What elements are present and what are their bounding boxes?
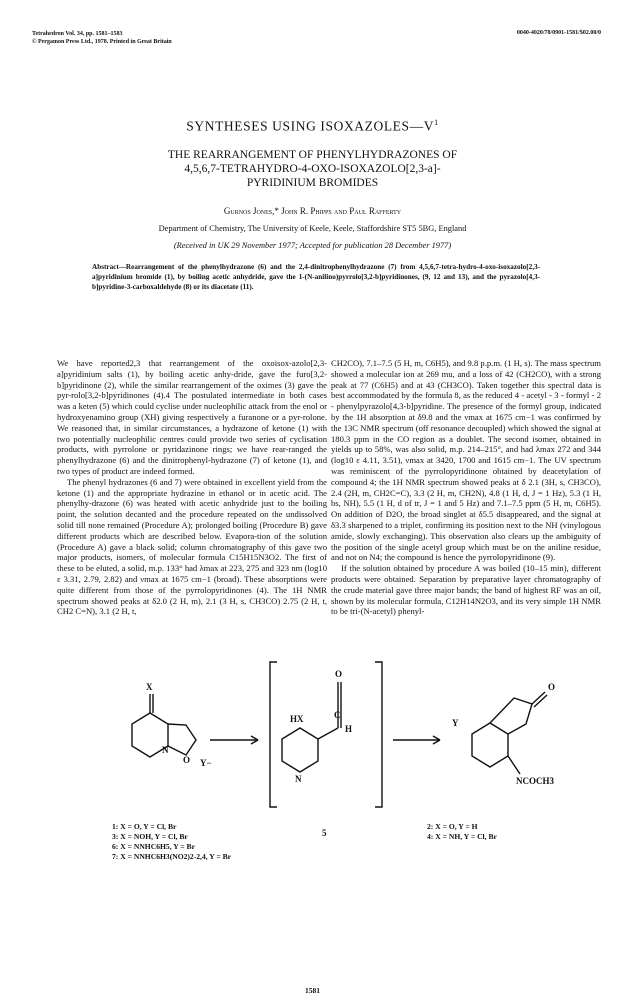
atom-o-mid: O bbox=[335, 669, 343, 679]
series-title bbox=[0, 118, 625, 135]
compound-label: 4: X = NH, Y = Cl, Br bbox=[427, 832, 497, 841]
atom-y-left: Y− bbox=[200, 758, 212, 768]
structure-1-isoxazole bbox=[168, 724, 196, 755]
bracket-left bbox=[270, 662, 277, 807]
title-line-1: THE REARRANGEMENT OF PHENYLHYDRAZONES OF bbox=[167, 149, 458, 161]
atom-x-left: X bbox=[146, 682, 153, 692]
author-1: Gurnos Jones,* bbox=[223, 206, 279, 216]
scheme-structures bbox=[0, 622, 625, 882]
abstract: Abstract—Rearrangement of the phenylhydrazone (6) and the 2,4-dinitrophenylhydrazone (7) from 4,5,6,7-tetra-hydro-4-oxo-isoxazolo[2,3-a]pyridinium bromide (1), by boiling acetic anhydride, gave the 1-(N-anilino)pyrrolo[3,2-b]pyridinones, (9, 12 and 13), and the pyrazolo[4,3-b]pyridine-3-carboxaldehyde (8) or its diacetate (11). bbox=[92, 263, 540, 291]
structure-2-ring bbox=[472, 723, 508, 767]
left-compound-labels bbox=[112, 822, 231, 862]
compound-label: 1: X = O, Y = Cl, Br bbox=[112, 822, 177, 831]
affiliation: Department of Chemistry, The University of Keele, Keele, Staffordshire ST5 5BG, England bbox=[158, 224, 467, 233]
atom-o-right: O bbox=[548, 682, 556, 692]
received-date: (Received in UK 29 November 1977; Accepted for publication 28 December 1977) bbox=[173, 241, 452, 250]
structure-5-ring bbox=[282, 728, 318, 772]
author-3: Paul Rafferty bbox=[349, 206, 402, 216]
paragraph: We have reported2,3 that rearrangement of the oxoisox-azolo[2,3-a]pyridinium salts (1), by boiling acetic anhy-dride, gave the furo[3,2-b]pyridinone (2), while the similar rearrangement of the oximes (3) gave the pyr-rolo[3,2-b]pyridinones (4).4 The postulated intermediate in both cases was a keten (5) which could cyclise under nucleophilic attack from the enol or hydroxyenamino group (XH) giving respectively a furanone or a pyr-rolone. We reasoned that, in similar circumstances, a hydrazone of ketone (1) with two potentially nucleophilic centres could provide two series of cyclisation products, with pyrrolone or pyridazinone rings; we have rear-ranged the phenylhydrazone (6) and the dinitrophenyl-hydrazone (7) of ketone (1), and two types of product are indeed formed. bbox=[57, 358, 327, 476]
paragraph: The phenyl hydrazones (6 and 7) were obtained in excellent yield from the ketone (1) and the appropriate hydrazine in ethanol or in acetic acid. The phenylhy-drazone (6) was heated with acetic anhydride just to the boiling point, the solution decanted and the procedure repeated on the undissolved solid till none remained (Procedure A); prolonged boiling (Procedure B) gave different products which are described below. Evapora-tion of the solution (Procedure A) gave a black solid; column chromatography of this gave two major products, isomers, of molecular formula C15H15N3O2. The first of these to be eluted, a solid, m.p. 133° had λmax at 223, 275 and 323 nm (log10 ε 3.31, 2.79, 2.82) and νmax at 1675 cm−1 (broad). These absorptions were quite different from those of the pyrrolopyridinones (4). The 1H NMR spectrum showed peaks at δ2.0 (2 H, m), 2.1 (3 H, s, CH3CO) 2.75 (2 H, t, CH2 C=N), 3.1 (2 H, t, bbox=[57, 476, 327, 617]
compound-label: 6: X = NNHC6H5, Y = Br bbox=[112, 842, 195, 851]
series-title-ref: 1 bbox=[434, 118, 439, 127]
author-list bbox=[0, 206, 625, 216]
article-code: 0040-4020/78/0901-1581/$02.00/0 bbox=[516, 30, 601, 36]
atom-h-mid: H bbox=[345, 724, 353, 734]
paragraph: CH2CO), 7.1–7.5 (5 H, m, C6H5), and 9.8 p.p.m. (1 H, s). The mass spectrum showed a molecular ion at 269 mu, and a loss of 42 (CH2CO), with a strong peak at 77 (C6H5) and at 43 (CH3CO). Taken together this spectral data is best accommodated by the formula 8, as the reduced 4 - acetyl - 3 - formyl - 2 - phenylpyrazolo[4,3-b]pyridine. The presence of the formyl group, indicated by the 1H absorption at δ9.8 and the νmax at 1675 cm−1 was confirmed by the 13C NMR spectrum (off resonance decoupled) which showed the signal at 180.3 ppm in the CO region as a doublet. The second isomer, obtained in yields up to 58%, was also solid, m.p. 214–215°, and had λmax 272 and 344 (log10 ε 4.11, 3.51), νmax at 3420, 1700 and 1615 cm−1. The UV spectrum was reminiscent of the pyrrolopyridinone obtained by deacetylation of compound 4; the 1H NMR spectrum showed peaks at δ 2.1 (3H, s, CH3CO), 2.4 (2H, m, CH2C=C), 3.3 (2 H, m, CH2N), 4.8 (1 H, d, J = 1 Hz), 5.3 (1 H, bs, NH), 5.5 (1 H, d of tr, J = 1 and 5 Hz) and 7.1–7.5 ppm (5 H, m, C6H5). On addition of D2O, the broad singlet at δ5.5 disappeared, and the signal at δ3.3 sharpened to a triplet, confirming its position next to the NH (vinylogous amide, slowly exchanging). This observation also clears up the ambiguity of the position of the single acetyl group which must be on the aniline residue, and not on N4; the compound is hence the pyrrolopyridinone (9). bbox=[331, 358, 601, 563]
atom-y-right: Y bbox=[452, 718, 459, 728]
author-2: John R. Phipps bbox=[281, 206, 332, 216]
title-line-3: PYRIDINIUM BROMIDES bbox=[246, 177, 379, 189]
atom-n-left: N bbox=[162, 745, 169, 755]
atom-n-mid: N bbox=[295, 774, 302, 784]
paragraph: If the solution obtained by procedure A was boiled (10–15 min), different products were obtained. Separation by preparative layer chromatography of the crude material gave three major bands; the band of highest RF was an oil, shown by its molecular formula, C12H14N2O3, and its very simple 1H NMR to be tri-(N-acetyl) phenyl- bbox=[331, 563, 601, 617]
article-title bbox=[0, 148, 625, 190]
author-conjunction: and bbox=[333, 206, 347, 216]
body-column-right bbox=[331, 358, 601, 617]
atom-c-mid: C bbox=[334, 710, 341, 720]
atom-hx: HX bbox=[290, 714, 304, 724]
journal-line-2: © Pergamon Press Ltd., 1978. Printed in Great Britain bbox=[32, 39, 172, 45]
compound-5-label: 5 bbox=[322, 828, 327, 838]
structure-2-five-ring bbox=[490, 698, 532, 734]
journal-line-1: Tetrahedron Vol. 34, pp. 1581–1583 bbox=[32, 31, 123, 37]
page-number: 1581 bbox=[305, 986, 320, 995]
right-compound-labels bbox=[427, 822, 497, 842]
compound-label: 2: X = O, Y = H bbox=[427, 822, 478, 831]
reaction-scheme bbox=[0, 622, 625, 952]
title-line-2: 4,5,6,7-TETRAHYDRO-4-OXO-ISOXAZOLO[2,3-a]- bbox=[184, 163, 441, 175]
bracket-right bbox=[375, 662, 382, 807]
compound-label: 3: X = NOH, Y = Cl, Br bbox=[112, 832, 188, 841]
journal-citation bbox=[32, 30, 172, 46]
atom-ncoch3: NCOCH3 bbox=[516, 776, 554, 786]
body-column-left bbox=[57, 358, 327, 617]
compound-label: 7: X = NNHC6H3(NO2)2-2,4, Y = Br bbox=[112, 852, 232, 861]
series-title-text: SYNTHESES USING ISOXAZOLES—V bbox=[186, 118, 435, 134]
atom-o-left: O bbox=[183, 755, 191, 765]
